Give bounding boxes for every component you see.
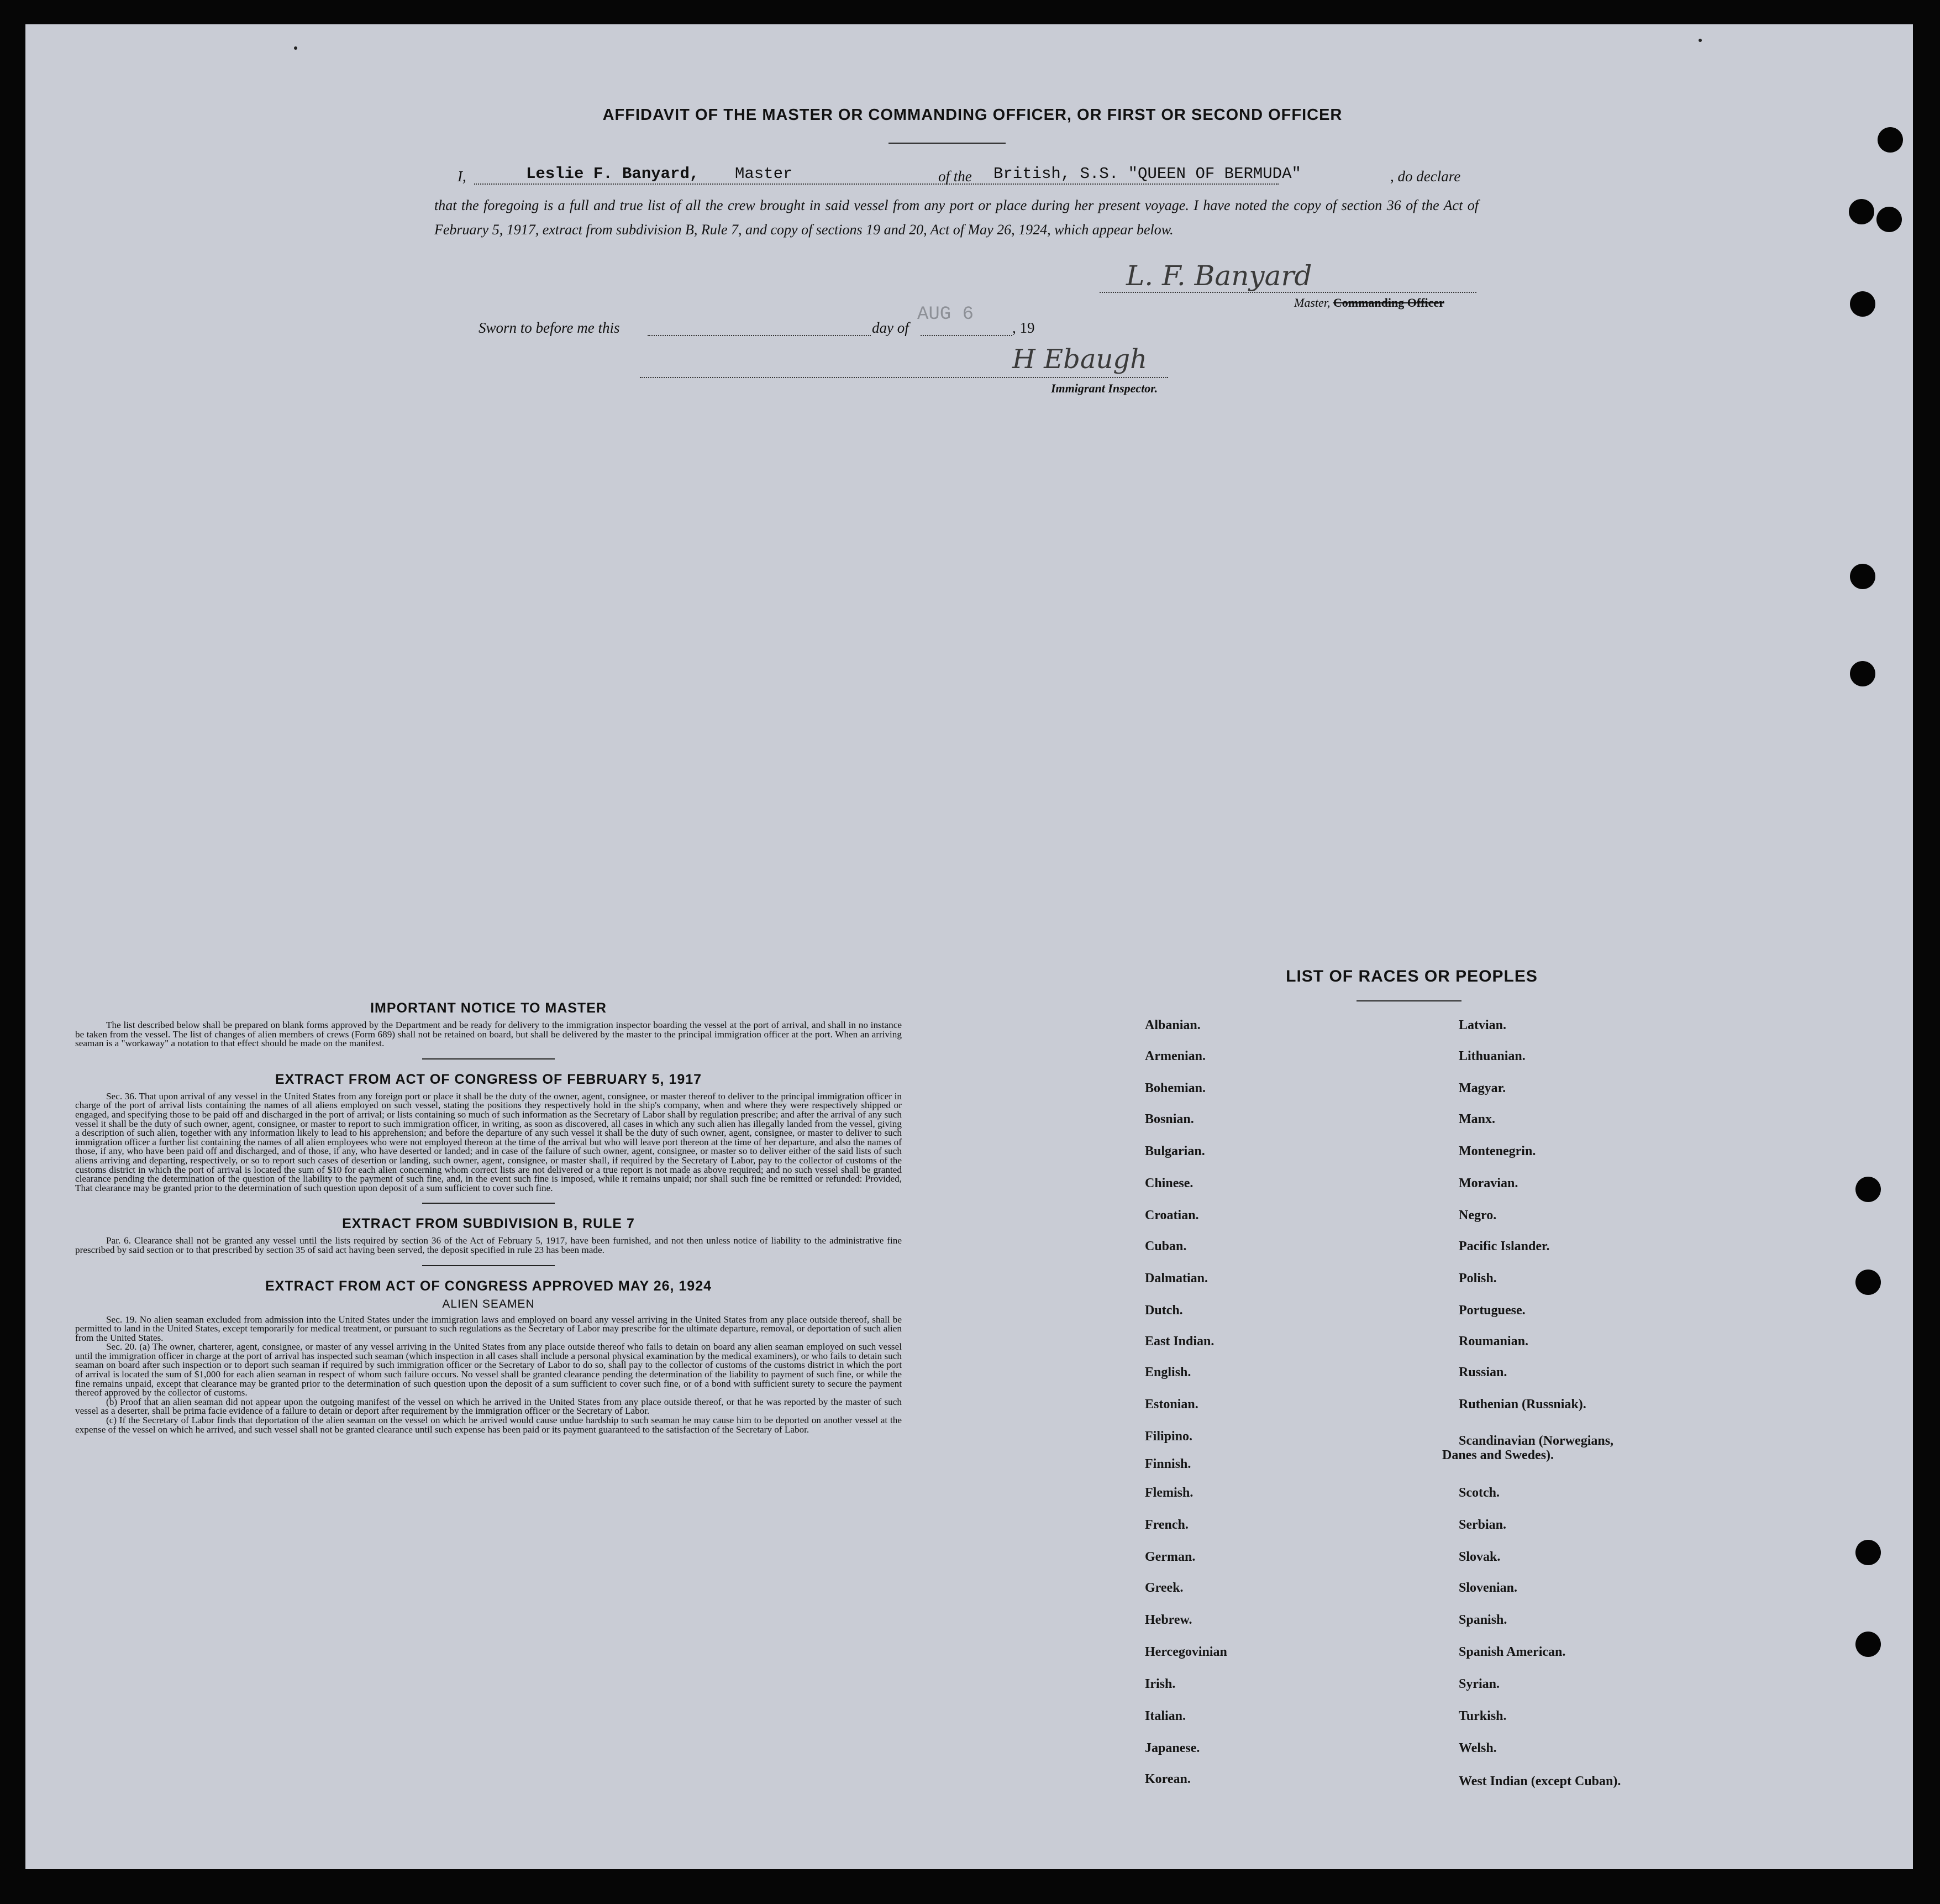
- race-item: Latvian.: [1459, 1018, 1507, 1032]
- day-of-label: day of: [872, 319, 909, 336]
- sworn-prefix: Sworn to before me this: [479, 319, 620, 336]
- race-item: Chinese.: [1145, 1176, 1194, 1190]
- notice-title: IMPORTANT NOTICE TO MASTER: [370, 1000, 607, 1016]
- vessel-name: British, S.S. "QUEEN OF BERMUDA": [993, 165, 1301, 183]
- day-dotted-line: [648, 318, 871, 336]
- act-1924-paragraph: Sec. 20. (a) The owner, charterer, agent, consignee, or master of any vessel arriving in the United States from any place outside thereof who fails to detain on board any alien seaman employed on such vessel until the immigration officer in charge at the port of arrival has inspected such seaman (which inspection in all cases shall include a personal physical examination by the medical examiners), or who fails to detain such seaman on board after such inspection or to deport such seaman if required by such immigration officer or the Secretary of Labor to do so, shall pay to the collector of customs of the customs district in which the port of arrival is located the sum of $1,000 for each alien seaman in respect of whom such failure occurs. No vessel shall be granted clearance pending the determination of the liability to payment of such fine, or while the fine remains unpaid, except that clearance may be granted prior to the determination of such question upon the deposit of a sum sufficient to cover such fine, or of a bond with sufficient surety to secure the payment thereof approved by the collector of customs.: [75, 1341, 902, 1398]
- section-divider: [422, 1203, 555, 1204]
- race-item: Polish.: [1459, 1271, 1497, 1286]
- do-declare-label: , do declare: [1390, 168, 1461, 185]
- struck-title: Commanding Officer: [1333, 296, 1444, 310]
- race-item: Japanese.: [1145, 1741, 1200, 1755]
- race-item: Korean.: [1145, 1772, 1191, 1786]
- act-1924-subtitle: ALIEN SEAMEN: [442, 1297, 535, 1310]
- race-item: Bosnian.: [1145, 1112, 1194, 1126]
- punch-hole: [1855, 1632, 1881, 1657]
- race-item: Spanish.: [1459, 1613, 1507, 1627]
- race-item: Slovak.: [1459, 1550, 1501, 1564]
- notice-text: The list described below shall be prepared on blank forms approved by the Department and be ready for delivery to the immigration inspector boarding the vessel at the port of arrival, and shall in no instance be taken from the vessel. The list of changes of alien members of crews (Form 689) shall not be retained on board, but shall be delivered by the master to the principal immigration officer at the port. When an arriving seaman is a "workaway" a notation to that effect should be made on the manifest.: [75, 1020, 902, 1049]
- race-item: Dutch.: [1145, 1303, 1183, 1318]
- race-item: French.: [1145, 1518, 1189, 1532]
- declarant-name: Leslie F. Banyard,: [526, 165, 700, 183]
- ink-speck: [1699, 39, 1702, 42]
- race-item: Armenian.: [1145, 1049, 1206, 1063]
- section-divider: [422, 1058, 555, 1059]
- race-item: Montenegrin.: [1459, 1144, 1536, 1158]
- act-1924-title: EXTRACT FROM ACT OF CONGRESS APPROVED MAY 26, 1924: [265, 1278, 712, 1294]
- race-item: West Indian (except Cuban).: [1459, 1774, 1621, 1788]
- race-item: German.: [1145, 1550, 1196, 1564]
- race-item: Bulgarian.: [1145, 1144, 1205, 1158]
- punch-hole: [1850, 661, 1875, 686]
- race-item: Manx.: [1459, 1112, 1495, 1126]
- race-item: Scandinavian (Norwegians,: [1459, 1434, 1614, 1448]
- punch-hole: [1850, 564, 1875, 589]
- race-item: Magyar.: [1459, 1081, 1506, 1095]
- race-item: Flemish.: [1145, 1486, 1194, 1500]
- race-item: Cuban.: [1145, 1239, 1187, 1253]
- race-item: Greek.: [1145, 1581, 1184, 1595]
- race-item: Italian.: [1145, 1709, 1186, 1723]
- race-item: Russian.: [1459, 1365, 1507, 1380]
- punch-hole: [1876, 207, 1902, 232]
- race-item: Finnish.: [1145, 1457, 1191, 1471]
- race-item: Estonian.: [1145, 1397, 1198, 1412]
- declaration-body: that the foregoing is a full and true list of all the crew brought in said vessel from any port or place during her present voyage. I have noted the copy of section 36 of the Act of February 5, 1917, extract from subdivision B, Rule 7, and copy of sections 19 and 20, Act of May 26, 1924, which appear below.: [434, 197, 1479, 238]
- race-item: Danes and Swedes).: [1442, 1448, 1554, 1462]
- race-item: Filipino.: [1145, 1429, 1193, 1444]
- race-item: Turkish.: [1459, 1709, 1507, 1723]
- master-signature: L. F. Banyard: [1126, 260, 1312, 292]
- race-item: Slovenian.: [1459, 1581, 1518, 1595]
- rule-7-text: Par. 6. Clearance shall not be granted any vessel until the lists required by section 36 of the Act of February 5, 1917, have been furnished, and not then unless notice of liability to the administrative fine prescribed by said section or to that prescribed by section 35 of said act having been served, the deposit specified in rule 23 has been made.: [75, 1235, 902, 1255]
- punch-hole: [1855, 1540, 1881, 1565]
- title-underline: [888, 143, 1006, 144]
- of-the-label: of the: [938, 168, 972, 185]
- act-1924-paragraph: (c) If the Secretary of Labor finds that deportation of the alien seaman on the vessel on which he arrived would cause undue hardship to such seaman he may cause him to be deported on another vessel at the expense of the vessel on which he arrived, and such vessel shall not be granted clearance until such expense has been paid or its payment guaranteed to the satisfaction of the Secretary of Labor.: [75, 1415, 902, 1435]
- race-item: Dalmatian.: [1145, 1271, 1208, 1286]
- race-item: Hercegovinian: [1145, 1645, 1227, 1659]
- punch-hole: [1855, 1270, 1881, 1295]
- sworn-row: [479, 304, 1119, 340]
- race-item: Ruthenian (Russniak).: [1459, 1397, 1586, 1412]
- race-item: Irish.: [1145, 1677, 1176, 1691]
- race-item: Spanish American.: [1459, 1645, 1566, 1659]
- act-1924-paragraph: (b) Proof that an alien seaman did not appear upon the outgoing manifest of the vessel on which he arrived in the United States from any place outside thereof, or that he was reported by the master of such vessel as a deserter, shall be prima facie evidence of a failure to detain or deport after requirement by the immigration officer or the Secretary of Labor.: [75, 1396, 902, 1417]
- declaration-line: [434, 165, 1479, 190]
- act-1917-text: Sec. 36. That upon arrival of any vessel in the United States from any foreign port or place it shall be the duty of the owner, agent, consignee, or master thereof to deliver to the principal immigration officer in charge of the port of arrival lists containing the names of all aliens employed on such vessel, stating the positions they respectively hold in the ship's company, when and where they were respectively shipped or engaged, and specifying those to be paid off and discharged in the port of arrival; or lists containing so much of such information as the Secretary of Labor shall by regulation prescribe; and after the arrival of any such vessel it shall be the duty of such owner, agent, consignee, or master to report to such immigration officer, in writing, as soon as discovered, all cases in which any such alien has illegally landed from the vessel, giving a description of such alien, together with any information likely to lead to his apprehension; and before the departure of any such vessel it shall be the duty of such owner, agent, consignee, or master to deliver to such immigration officer a further list containing the names of all alien employees who were not employed thereon at the time of the arrival but who will leave port thereon at the time of her departure, and also the names of those, if any, who have been paid off and discharged, and of those, if any, who have deserted or landed; and in case of the failure of such owner, agent, consignee, or master so to deliver either of the said lists of such aliens arriving and departing, respectively, or so to report such cases of desertion or landing, such owner, agent, consignee, or master shall, if required by the Secretary of Labor, pay to the collector of customs of the customs district in which the port of arrival is located the sum of $10 for each alien concerning whom correct lists are not delivered or a true report is not made as above required; and no such vessel shall be granted clearance pending the determination of the question of the liability to the payment of such fine, and, in the event such fine is imposed, while it remains unpaid; nor shall such fine be remitted or refunded: Provided, That clearance may be granted prior to the determination of such question upon deposit of a sum sufficient to cover such fine.: [75, 1090, 902, 1193]
- act-1924-paragraph: Sec. 19. No alien seaman excluded from admission into the United States under the immigration laws and employed on board any vessel arriving in the United States from any place outside thereof, shall be permitted to land in the United States, except temporarily for medical treatment, or pursuant to such regulations as the Secretary of Labor may prescribe for the ultimate departure, removal, or deportation of such alien from the United States.: [75, 1314, 902, 1343]
- date-stamp: AUG 6: [917, 304, 974, 325]
- race-item: Welsh.: [1459, 1741, 1497, 1755]
- race-item: Roumanian.: [1459, 1334, 1529, 1349]
- punch-hole: [1849, 199, 1874, 224]
- inspector-caption: Immigrant Inspector.: [1051, 381, 1158, 395]
- race-item: Croatian.: [1145, 1208, 1199, 1223]
- race-item: Scotch.: [1459, 1486, 1500, 1500]
- race-item: Pacific Islander.: [1459, 1239, 1550, 1253]
- inspector-signature: H Ebaugh: [1012, 344, 1148, 375]
- race-item: Moravian.: [1459, 1176, 1518, 1190]
- punch-hole: [1855, 1177, 1881, 1202]
- pronoun: I,: [458, 168, 466, 185]
- ink-speck: [294, 46, 297, 50]
- races-title-underline: [1357, 1000, 1461, 1001]
- rule-7-title: EXTRACT FROM SUBDIVISION B, RULE 7: [342, 1216, 635, 1232]
- race-item: Negro.: [1459, 1208, 1497, 1223]
- race-item: Lithuanian.: [1459, 1049, 1526, 1063]
- race-item: East Indian.: [1145, 1334, 1215, 1349]
- race-item: Portuguese.: [1459, 1303, 1526, 1318]
- race-item: Hebrew.: [1145, 1613, 1192, 1627]
- master-label: Master,: [1294, 296, 1331, 310]
- section-divider: [422, 1265, 555, 1266]
- race-item: English.: [1145, 1365, 1191, 1380]
- act-1917-title: EXTRACT FROM ACT OF CONGRESS OF FEBRUARY 5, 1917: [275, 1071, 702, 1087]
- race-item: Syrian.: [1459, 1677, 1500, 1691]
- race-item: Albanian.: [1145, 1018, 1201, 1032]
- punch-hole: [1878, 127, 1903, 153]
- signature-caption: [1294, 296, 1444, 310]
- races-list-title: LIST OF RACES OR PEOPLES: [1286, 967, 1538, 985]
- legal-notices-column: [75, 1000, 902, 1434]
- affidavit-title: AFFIDAVIT OF THE MASTER OR COMMANDING OFFICER, OR FIRST OR SECOND OFFICER: [602, 106, 1343, 124]
- race-item: Bohemian.: [1145, 1081, 1206, 1095]
- punch-hole: [1850, 291, 1875, 317]
- document-page: [25, 24, 1913, 1869]
- year-label: , 19: [1012, 319, 1035, 336]
- declarant-rank: Master: [735, 165, 793, 183]
- race-item: Serbian.: [1459, 1518, 1507, 1532]
